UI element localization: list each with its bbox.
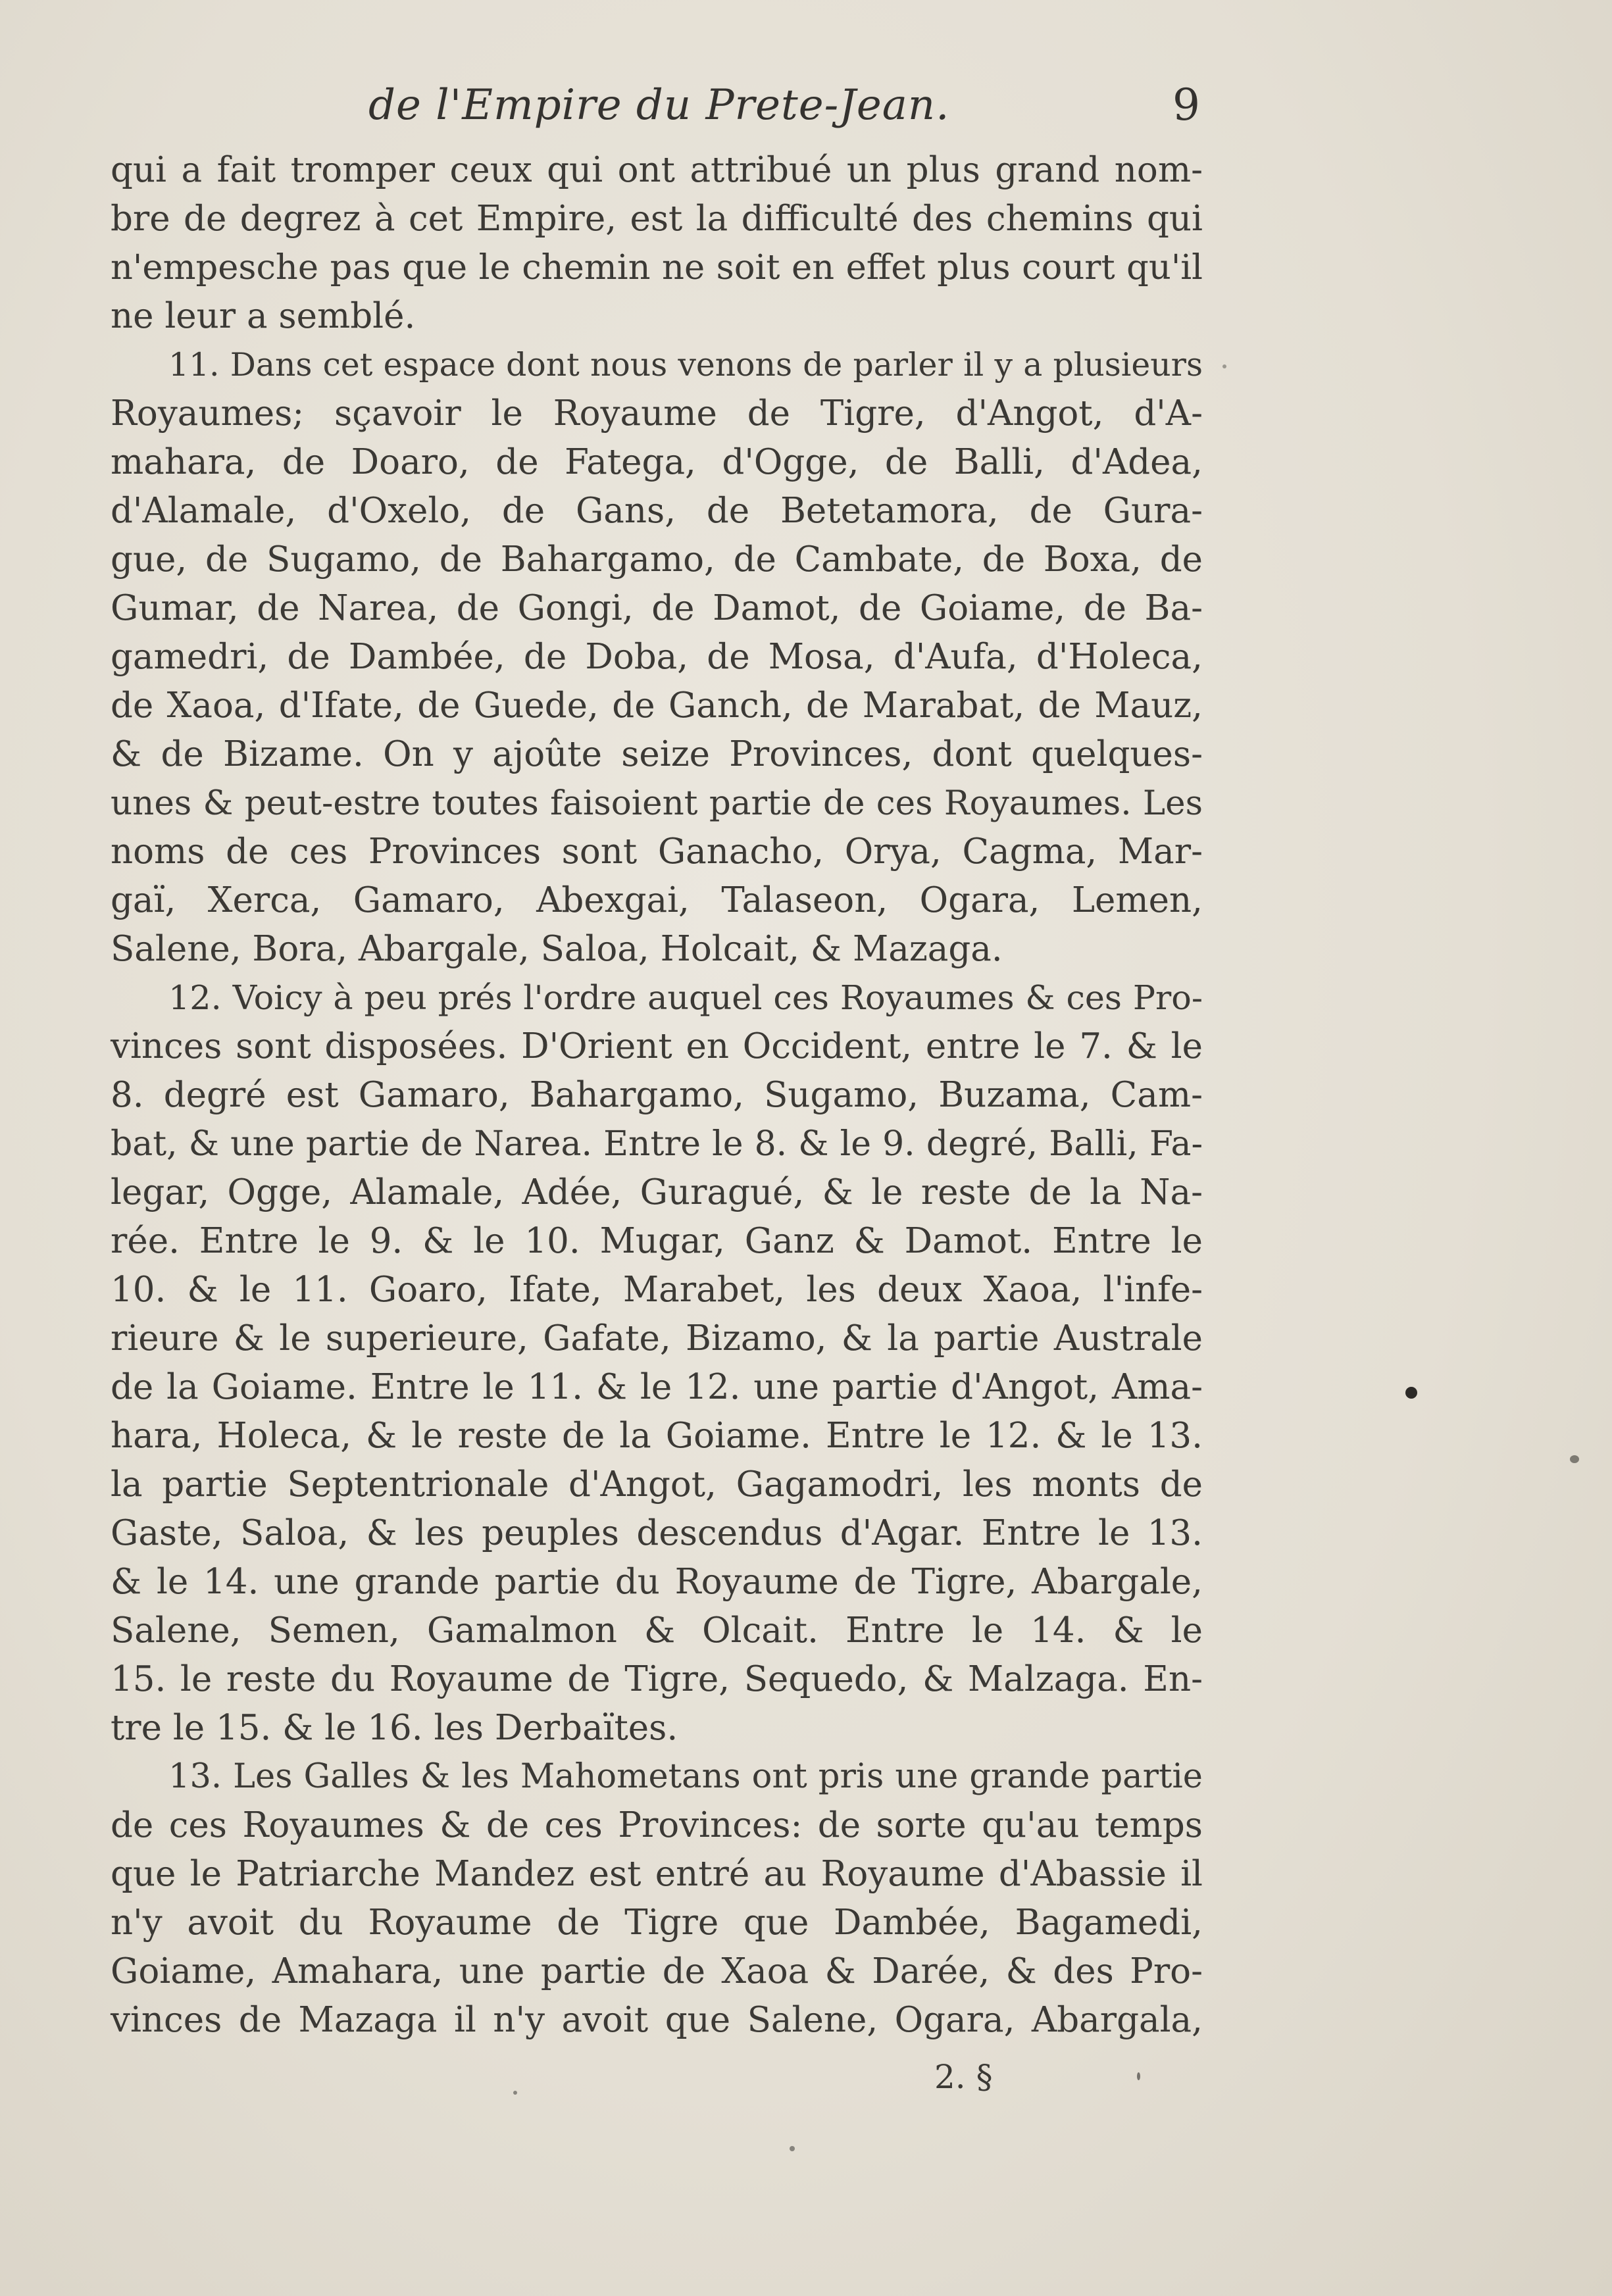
text-line: tre le 15. & le 16. les Derbaïtes. [111, 1708, 678, 1748]
text-line: legar, Ogge, Alamale, Adée, Guragué, & le reste de la Na- [111, 1172, 1203, 1212]
text-line: noms de ces Provinces sont Ganacho, Orya, Cagma, Mar- [111, 832, 1203, 872]
ink-speck [1222, 364, 1226, 368]
text-line: gamedri, de Dambée, de Doba, de Mosa, d'Aufa, d'Holeca, [111, 637, 1203, 677]
ink-speck [1570, 1455, 1579, 1463]
text-line: d'Alamale, d'Oxelo, de Gans, de Betetamora, de Gura- [111, 491, 1203, 531]
text-line: vinces sont disposées. D'Orient en Occident, entre le 7. & le [111, 1026, 1203, 1066]
text-line: bat, & une partie de Narea. Entre le 8. & le 9. degré, Balli, Fa- [111, 1124, 1203, 1164]
text-line: rée. Entre le 9. & le 10. Mugar, Ganz & Damot. Entre le [111, 1221, 1203, 1261]
text-line: de Xaoa, d'Ifate, de Guede, de Ganch, de Marabat, de Mauz, [111, 686, 1203, 726]
text-line: ne leur a semblé. [111, 296, 416, 336]
text-line: Royaumes; sçavoir le Royaume de Tigre, d'Angot, d'A- [111, 393, 1203, 434]
ink-speck [790, 2146, 795, 2151]
page-header [0, 79, 1612, 132]
text-line: & le 14. une grande partie du Royaume de Tigre, Abargale, [111, 1562, 1203, 1602]
ink-speck [1405, 1387, 1417, 1399]
text-line: de la Goiame. Entre le 11. & le 12. une partie d'Angot, Ama- [111, 1367, 1203, 1407]
text-line: unes & peut-estre toutes faisoient partie de ces Royaumes. Les [111, 784, 1203, 823]
ink-speck [1137, 2072, 1140, 2080]
paragraph-13-start: 13. Les Galles & les Mahometans ont pris une grande partie [168, 1757, 1203, 1796]
page-number: 9 [1172, 80, 1200, 130]
text-line: rieure & le superieure, Gafate, Bizamo, & la partie Australe [111, 1318, 1203, 1359]
text-line: de ces Royaumes & de ces Provinces: de sorte qu'au temps [111, 1805, 1203, 1845]
text-line: bre de degrez à cet Empire, est la difficulté des chemins qui [111, 199, 1203, 239]
text-line: mahara, de Doaro, de Fatega, d'Ogge, de Balli, d'Adea, [111, 442, 1203, 482]
text-body [111, 146, 1203, 2045]
paragraph-12-start: 12. Voicy à peu prés l'ordre auquel ces Royaumes & ces Pro- [168, 978, 1203, 1017]
text-line: Gumar, de Narea, de Gongi, de Damot, de Goiame, de Ba- [111, 588, 1203, 628]
text-line: 15. le reste du Royaume de Tigre, Sequedo, & Malzaga. En- [111, 1659, 1203, 1699]
text-line: 8. degré est Gamaro, Bahargamo, Sugamo, Buzama, Cam- [111, 1075, 1203, 1115]
text-line: gue, de Sugamo, de Bahargamo, de Cambate, de Boxa, de [111, 539, 1203, 580]
text-line: que le Patriarche Mandez est entré au Royaume d'Abassie il [111, 1854, 1203, 1894]
paragraph-11-start: 11. Dans cet espace dont nous venons de parler il y a plusieurs [168, 346, 1203, 384]
text-line: Salene, Bora, Abargale, Saloa, Holcait, & Mazaga. [111, 929, 1003, 969]
text-line: hara, Holeca, & le reste de la Goiame. Entre le 12. & le 13. [111, 1416, 1203, 1456]
ink-speck [513, 2091, 517, 2095]
running-title: de l'Empire du Prete-Jean. [368, 81, 950, 130]
text-line: n'empesche pas que le chemin ne soit en effet plus court qu'il [111, 247, 1203, 287]
text-line: & de Bizame. On y ajoûte seize Provinces, dont quelques- [111, 734, 1203, 774]
text-line: la partie Septentrionale d'Angot, Gagamodri, les monts de [111, 1464, 1203, 1505]
text-line: gaï, Xerca, Gamaro, Abexgai, Talaseon, Ogara, Lemen, [111, 880, 1203, 920]
catchword: 2. § [934, 2058, 993, 2096]
text-line: 10. & le 11. Goaro, Ifate, Marabet, les deux Xaoa, l'infe- [111, 1270, 1203, 1310]
text-line: n'y avoit du Royaume de Tigre que Dambée, Bagamedi, [111, 1903, 1203, 1943]
text-line: vinces de Mazaga il n'y avoit que Salene, Ogara, Abargala, [111, 2000, 1203, 2040]
text-line: Salene, Semen, Gamalmon & Olcait. Entre le 14. & le [111, 1610, 1203, 1651]
text-line: qui a fait tromper ceux qui ont attribué un plus grand nom- [111, 150, 1203, 190]
text-line: Goiame, Amahara, une partie de Xaoa & Darée, & des Pro- [111, 1951, 1203, 1991]
text-line: Gaste, Saloa, & les peuples descendus d'Agar. Entre le 13. [111, 1513, 1203, 1553]
